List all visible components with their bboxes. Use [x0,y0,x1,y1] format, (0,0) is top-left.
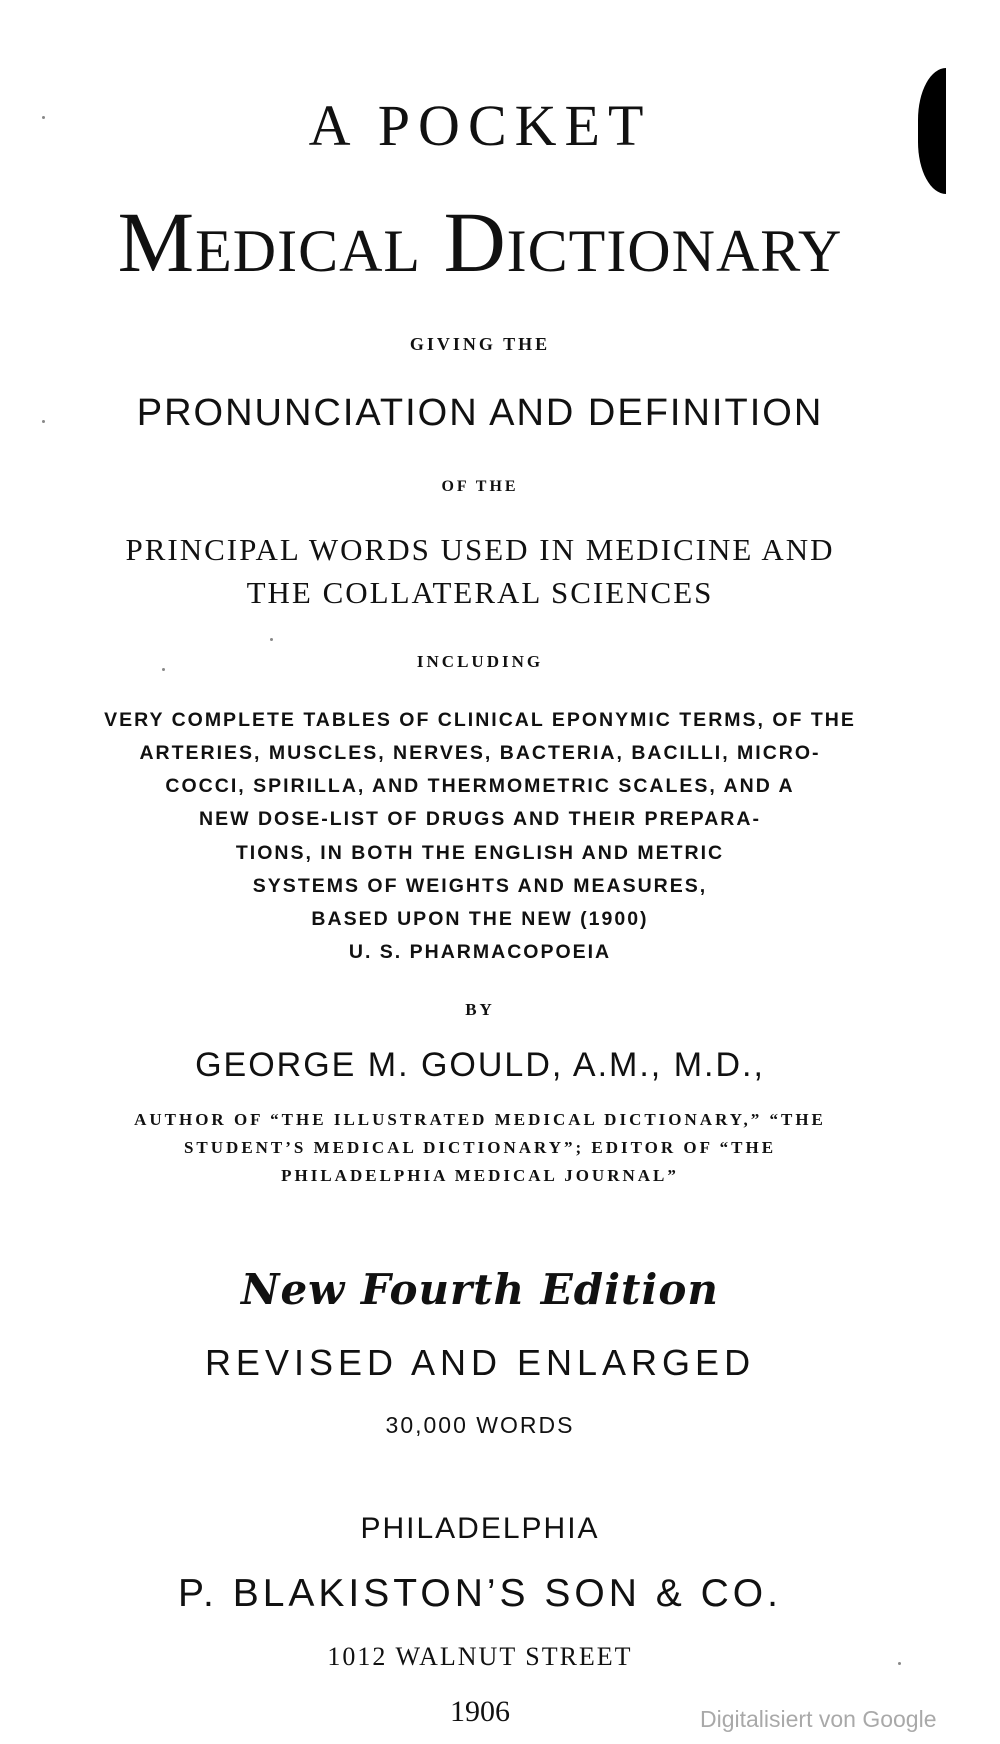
word-count: 30,000 WORDS [385,1412,575,1438]
description-line: VERY COMPLETE TABLES OF CLINICAL EPONYMIC TERMS, OF THE [104,709,856,731]
description-line: NEW DOSE-LIST OF DRUGS AND THEIR PREPARA- [199,808,761,830]
publication-year: 1906 [450,1695,510,1728]
publisher-name: P. BLAKISTON’S SON & CO. [178,1572,782,1615]
paper-speck [42,116,45,119]
title-line-1: A POCKET [308,93,652,158]
publisher-street: 1012 WALNUT STREET [327,1642,633,1671]
description-line: ARTERIES, MUSCLES, NERVES, BACTERIA, BACILLI, MICRO- [139,742,821,764]
publisher-city: PHILADELPHIA [360,1512,600,1545]
description-line: BASED UPON THE NEW (1900) [311,908,649,930]
description-line: TIONS, IN BOTH THE ENGLISH AND METRIC [235,842,725,864]
title-line-2: Medical Dictionary [117,194,843,290]
paper-speck [162,668,165,671]
including-label: INCLUDING [416,652,544,671]
description-line: COCCI, SPIRILLA, AND THERMOMETRIC SCALES, AND A [165,775,795,797]
of-the-label: OF THE [441,478,519,495]
principal-words-line: PRINCIPAL WORDS USED IN MEDICINE AND [125,532,835,567]
principal-words-line: THE COLLATERAL SCIENCES [246,575,714,610]
digitization-watermark: Digitalisiert von Google [700,1706,937,1732]
description-line: U. S. PHARMACOPOEIA [348,941,612,963]
author-credits-line: PHILADELPHIA MEDICAL JOURNAL” [281,1166,679,1185]
author-credits-line: AUTHOR OF “THE ILLUSTRATED MEDICAL DICTIONARY,” “THE [134,1110,826,1129]
giving-the-label: GIVING THE [409,334,551,354]
description-line: SYSTEMS OF WEIGHTS AND MEASURES, [252,875,708,897]
author-credits-line: STUDENT’S MEDICAL DICTIONARY”; EDITOR OF “THE [183,1138,777,1157]
author-name: GEORGE M. GOULD, A.M., M.D., [195,1046,765,1084]
edition-heading: New Fourth Edition [241,1265,719,1314]
paper-speck [42,420,45,423]
revised-label: REVISED AND ENLARGED [204,1342,756,1383]
pronunciation-heading: PRONUNCIATION AND DEFINITION [136,392,824,434]
by-label: BY [465,1000,495,1019]
paper-speck [898,1662,901,1665]
paper-speck [270,638,273,641]
